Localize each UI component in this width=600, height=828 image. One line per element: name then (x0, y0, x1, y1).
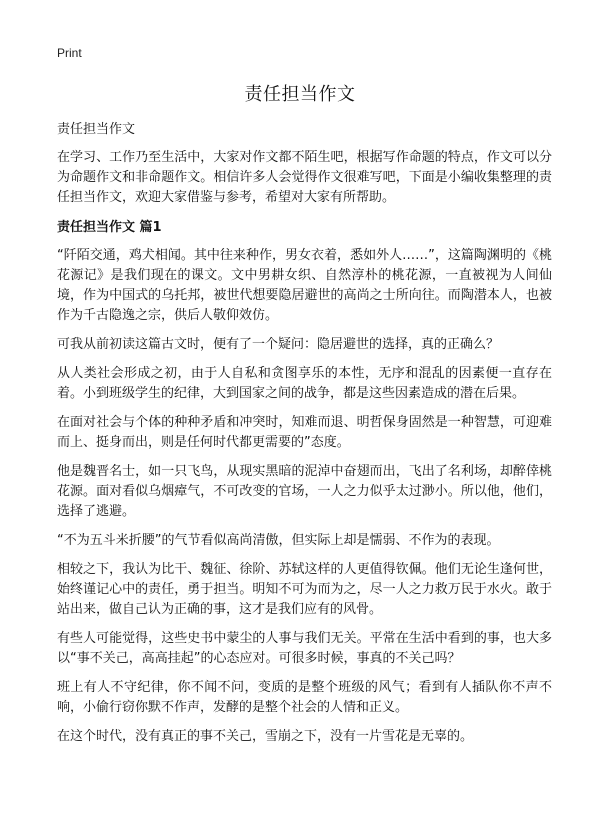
body-paragraph: 在这个时代，没有真正的事不关己，雪崩之下，没有一片雪花是无辜的。 (57, 729, 474, 744)
print-link[interactable]: Print (57, 46, 82, 60)
body-paragraph: 他是魏晋名士，如一只飞鸟，从现实黑暗的泥淖中奋翅而出，飞出了名利场，却醉倖桃花源。面对看似乌烟瘴气，不可改变的官场，一人之力似乎太过渺小。所以他，他们，选择了逃避。 (57, 464, 552, 519)
page-title: 责任担当作文 (244, 84, 356, 105)
body-paragraph: “不为五斗米折腰”的气节看似高尚清傲，但实际上却是懦弱、不作为的表现。 (57, 533, 500, 548)
intro-paragraph: 在学习、工作乃至生活中，大家对作文都不陌生吧，根据写作命题的特点，作文可以分为命题作文和非命题作文。相信许多人会觉得作文很难写吧，下面是小编收集整理的责任担当作文，欢迎大家借鉴与参考，希望对大家有所帮助。 (57, 150, 552, 205)
body-paragraph: 有些人可能觉得，这些史书中蒙尘的人事与我们无关。平常在生活中看到的事，也大多以“事不关己，高高挂起”的心态应对。可很多时候，事真的不关己吗？ (57, 631, 552, 666)
body-paragraph: “阡陌交通，鸡犬相闻。其中往来种作，男女衣着，悉如外人……”，这篇陶渊明的《桃花源记》是我们现在的课文。文中男耕女织、自然淳朴的桃花源，一直被视为人间仙境，作为中国式的乌托邦，被世代想要隐居避世的高尚之士所向往。而陶潜本人，也被作为千古隐逸之宗，供后人敬仰效仿。 (57, 248, 552, 323)
body-paragraph: 可我从前初读这篇古文时，便有了一个疑问：隐居避世的选择，真的正确么？ (57, 337, 500, 352)
body-paragraph: 相较之下，我认为比干、魏征、徐阶、苏轼这样的人更值得钦佩。他们无论生逢何世，始终谨记心中的责任，勇于担当。明知不可为而为之，尽一人之力救万民于水火。敢于站出来，做自己认为正确的事，这才是我们应有的风骨。 (57, 562, 552, 617)
body-paragraph: 从人类社会形成之初，由于人自私和贪图享乐的本性，无序和混乱的因素便一直存在着。小到班级学生的纪律，大到国家之间的战争，都是这些因素造成的潜在后果。 (57, 366, 552, 401)
document-subtitle: 责任担当作文 (57, 122, 136, 137)
body-paragraph: 班上有人不守纪律，你不闻不问，变质的是整个班级的风气；看到有人插队你不声不响，小偷行窃你默不作声，发酵的是整个社会的人情和正义。 (57, 680, 552, 715)
section-heading: 责任担当作文 篇1 (57, 220, 162, 235)
body-paragraph: 在面对社会与个体的种种矛盾和冲突时，知难而退、明哲保身固然是一种智慧，可迎难而上、挺身而出，则是任何时代都更需要的”态度。 (57, 415, 552, 450)
document-body (57, 120, 552, 756)
